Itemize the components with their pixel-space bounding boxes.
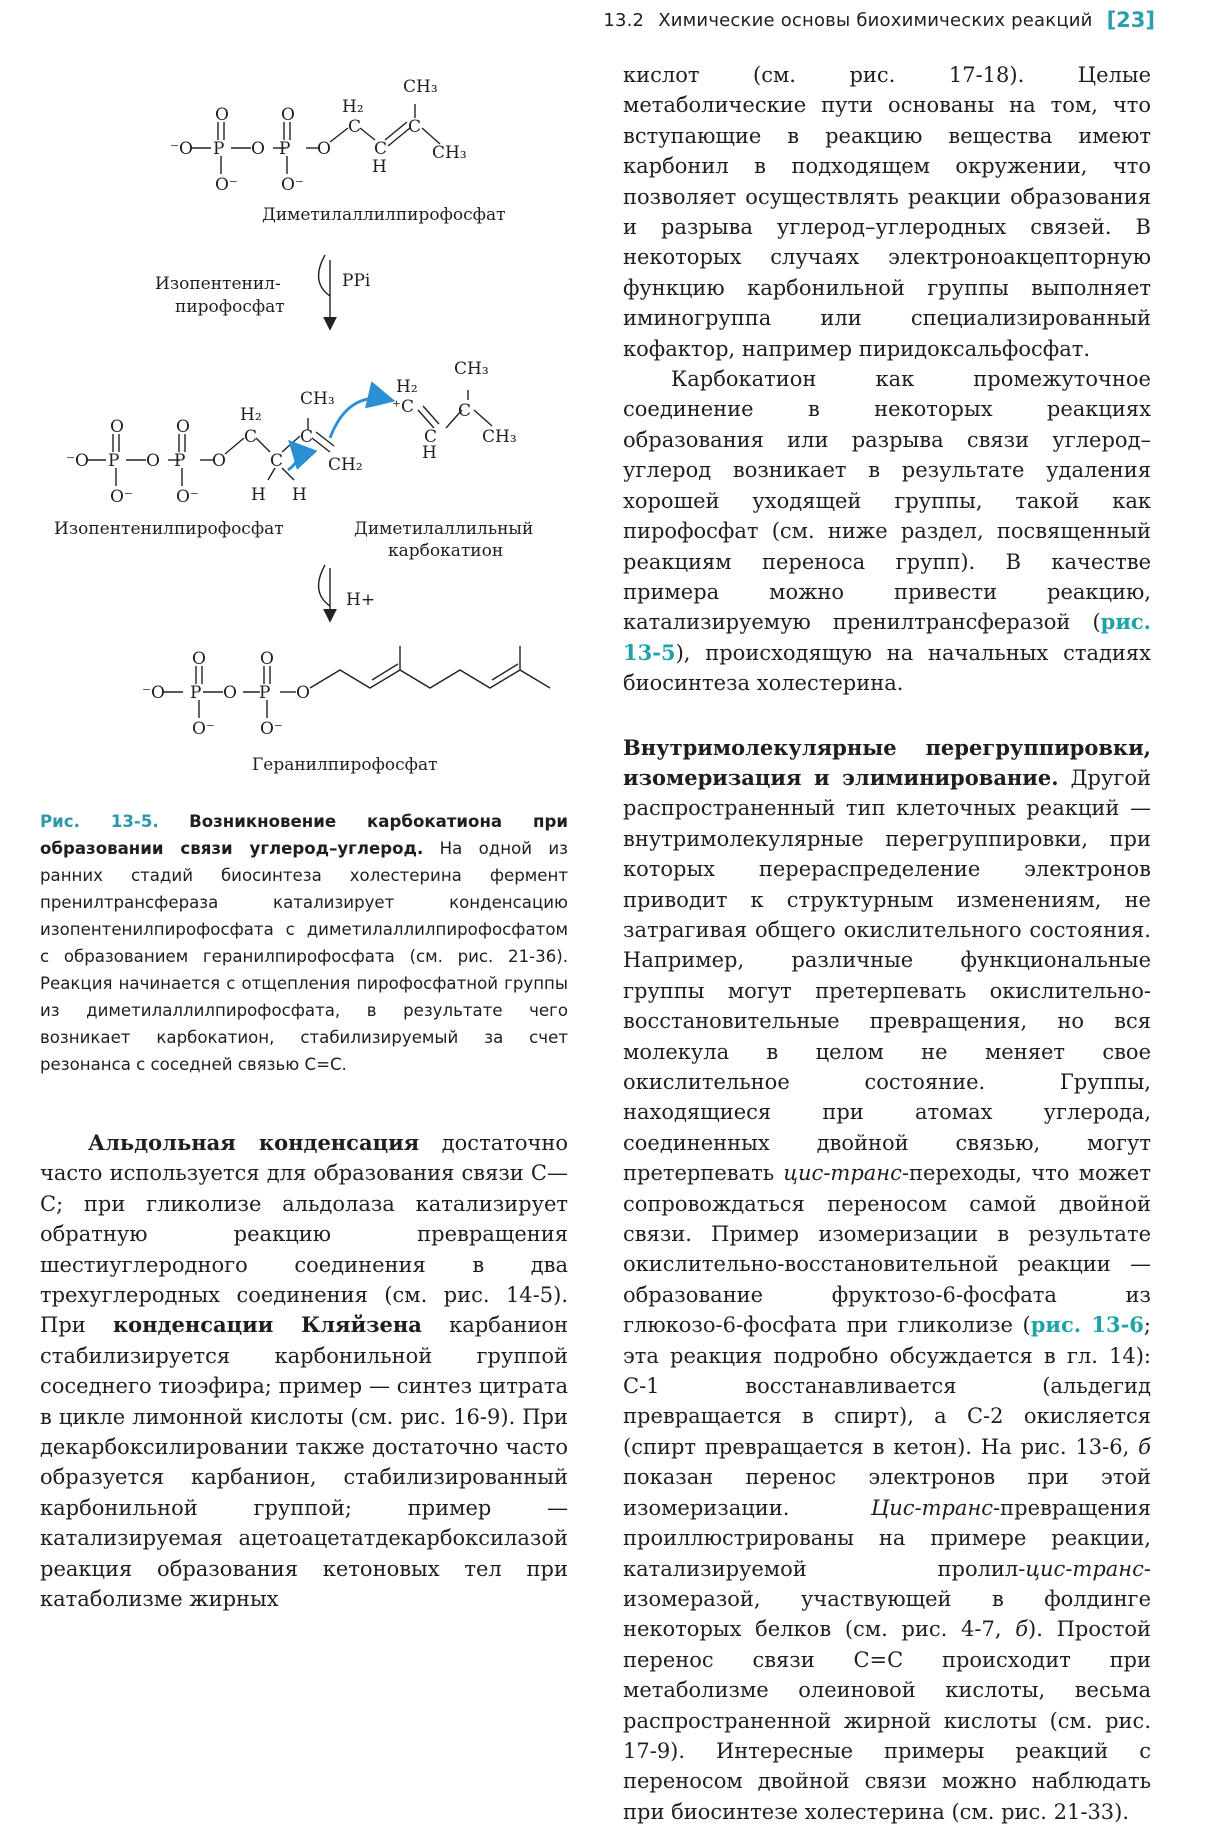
svg-text:O⁻: O⁻ <box>192 719 215 739</box>
text-span: -превращения проиллюстрированы на примере реакции, катализируемой пролил- <box>623 1495 1151 1581</box>
svg-text:P: P <box>279 139 291 159</box>
run-in-heading: Внутримолекулярные перегруппировки, изомеризация и элиминирование. <box>623 734 1151 790</box>
text-span: показан перенос электронов при этой изомеризации. <box>623 1465 1151 1520</box>
text-span: -переходы, что может сопровождаться переносом самой двойной связи. Пример изомеризации в результате окислительно-восстановительной реакции — образование фруктозо-6-фосфата из глюкозо-6-фосфата при гликолизе ( <box>623 1161 1151 1338</box>
svg-text:H₂: H₂ <box>396 377 418 397</box>
svg-text:CH₃: CH₃ <box>300 389 335 409</box>
svg-text:CH₃: CH₃ <box>403 77 438 97</box>
svg-text:C: C <box>348 117 362 137</box>
svg-text:O⁻: O⁻ <box>176 487 199 507</box>
svg-text:⁻O: ⁻O <box>142 683 165 703</box>
caption-label: Рис. 13-5. <box>40 812 159 831</box>
text-span: Другой распространенный тип клеточных реакций — внутримолекулярные перегруппировки, при которых перераспределение электронов приводит к структурным изменениям, не затрагивая общего окислительного состояния. Например, различные функциональные группы могут претерпевать окислительно-восстановительные превращения, но вся молекула в целом не меняет свое окислительное состояние. Группы, находящиеся при атомах углерода, соединенных двойной связью, могут претерпевать <box>623 765 1151 1186</box>
svg-text:O: O <box>281 105 295 125</box>
gpp-label: Геранилпирофосфат <box>252 755 438 775</box>
svg-text:C: C <box>244 427 258 447</box>
cation-label-1: Диметилаллильный <box>354 519 534 539</box>
italic-term: б <box>1138 1434 1151 1459</box>
svg-text:CH₃: CH₃ <box>432 143 467 163</box>
ppi-label: PPi <box>342 271 371 291</box>
svg-text:O⁻: O⁻ <box>215 175 238 195</box>
text-span: карбанион стабилизируется карбонильной группой соседнего тиоэфира; пример — синтез цитрата в цикле лимонной кислоты (см. рис. 16-9). При декарбоксилировании также достаточно часто образуется карбанион, стабилизированный карбонильной группой; пример — катализируемая ацетоацетатдекарбоксилазой реакция образования кетоновых тел при катаболизме жирных <box>40 1313 568 1612</box>
text-span: достаточно часто используется для образования связи C—C; при гликолизе альдолаза катализирует обратную реакцию превращения шестиуглеродного соединения в два трехуглеродных соединения (см. рис. 14-5). При <box>40 1131 568 1338</box>
svg-text:C: C <box>270 451 284 471</box>
svg-text:H: H <box>292 485 307 505</box>
svg-text:CH₃: CH₃ <box>482 427 517 447</box>
svg-text:O: O <box>215 105 229 125</box>
svg-text:P: P <box>259 683 271 703</box>
svg-text:P: P <box>190 683 202 703</box>
svg-text:O: O <box>296 683 310 703</box>
ipp-label: Изопентенилпирофосфат <box>54 519 284 539</box>
svg-text:O: O <box>251 139 265 159</box>
svg-text:C: C <box>458 401 472 421</box>
svg-text:C: C <box>374 139 388 159</box>
text-span: ), происходящую на начальных стадиях биосинтеза холестерина. <box>623 640 1151 696</box>
svg-text:CH₃: CH₃ <box>454 359 489 379</box>
svg-text:O: O <box>110 417 124 437</box>
svg-text:C: C <box>424 427 438 447</box>
svg-text:C: C <box>408 117 422 137</box>
hplus-label: H+ <box>346 590 376 610</box>
italic-term: б <box>1015 1617 1029 1642</box>
svg-text:P: P <box>213 139 225 159</box>
svg-text:O: O <box>146 451 160 471</box>
running-header <box>603 8 1155 32</box>
text-span: ). Простой перенос связи C=C происходит при метаболизме олеиновой кислоты, весьма распространенной жирной кислоты (см. рис. 17-9). Интересные примеры реакций с переносом двойной связи можно наблюдать при биосинтезе холестерина (см. рис. 21-33). <box>623 1617 1151 1824</box>
svg-text:P: P <box>108 451 120 471</box>
svg-text:H: H <box>372 157 387 177</box>
italic-term: Цис-транс <box>870 1495 994 1520</box>
figure-ref-link[interactable]: рис. 13-6 <box>1030 1312 1144 1338</box>
ipp-step-label-1: Изопентенил- <box>155 274 281 294</box>
text-span: Карбокатион как промежуточное соединение в некоторых реакциях образования или разрыва связи углерод–углерод возникает в результате удаления хорошей уходящей группы, такой как пирофосфат (см. ниже раздел, посвященный реакциям переноса групп). В качестве примера можно привести реакцию, катализируемую пренилтрансферазой ( <box>623 367 1151 635</box>
ipp-step-label-2: пирофосфат <box>175 297 285 317</box>
aldol-paragraph <box>40 1128 568 1615</box>
caption-title: Возникновение карбокатиона при образовании связи углерод–углерод. <box>40 812 568 858</box>
term-aldol: Альдольная конденсация <box>88 1130 420 1155</box>
cation-label-2: карбокатион <box>388 541 504 561</box>
svg-text:⁺C: ⁺C <box>392 397 414 417</box>
italic-term: цис-транс <box>783 1161 902 1186</box>
page-number: [23] <box>1106 8 1155 32</box>
paragraph-continued: кислот (см. рис. 17-18). Целые метаболические пути основаны на том, что вступающие в реакцию вещества имеют карбонил в подходящем окружении, что позволяет осуществлять реакции образования и разрыва углерод–углеродных связей. В некоторых случаях электроноакцепторную функцию карбонильной группы выполняет иминогруппа или специализированный кофактор, например пиридоксальфосфат. <box>623 63 1151 361</box>
caption-text: На одной из ранних стадий биосинтеза холестерина фермент пренилтрансфераза катализирует конденсацию изопентенилпирофосфата с диметилаллилпирофосфатом с образованием геранилпирофосфата (см. рис. 21-36). Реакция начинается с отщепления пирофосфатной группы из диметилаллилпирофосфата, в результате чего возникает карбокатион, стабилизируемый за счет резонанса с соседней связью C=C. <box>40 839 568 1074</box>
svg-text:H: H <box>422 443 437 463</box>
section-title: Химические основы биохимических реакций <box>658 9 1093 31</box>
svg-text:O⁻: O⁻ <box>260 719 283 739</box>
svg-text:O⁻: O⁻ <box>110 487 133 507</box>
reaction-figure <box>30 60 600 800</box>
svg-text:H₂: H₂ <box>342 97 364 117</box>
svg-text:O: O <box>317 139 331 159</box>
right-column <box>623 60 1151 1827</box>
svg-text:⁻O: ⁻O <box>66 451 89 471</box>
svg-text:O: O <box>212 451 226 471</box>
figure-caption <box>40 808 568 1078</box>
carbocation-paragraph <box>623 364 1151 698</box>
svg-text:C: C <box>300 427 314 447</box>
left-column <box>40 1128 568 1615</box>
text-span: -изомеразой, участвующей в фолдинге некоторых белков (см. рис. 4-7, <box>623 1556 1151 1642</box>
svg-text:O: O <box>223 683 237 703</box>
figure-ref-link[interactable]: рис. 13-5 <box>623 609 1151 665</box>
svg-text:O: O <box>192 649 206 669</box>
text-span: ; эта реакция подробно обсуждается в гл. 14): C-1 восстанавливается (альдегид превращается в спирт), а C-2 окисляется (спирт превращается в кетон). На рис. 13-6, <box>623 1313 1151 1459</box>
svg-text:O: O <box>260 649 274 669</box>
italic-term: цис-транс <box>1025 1556 1144 1581</box>
svg-text:P: P <box>174 451 186 471</box>
term-claisen: конденсации Кляйзена <box>112 1312 422 1338</box>
svg-text:O⁻: O⁻ <box>281 175 304 195</box>
svg-text:CH₂: CH₂ <box>328 455 363 475</box>
rearrangement-paragraph <box>623 733 1151 1827</box>
dmapp-label: Диметилаллилпирофосфат <box>262 205 506 225</box>
section-number: 13.2 <box>603 9 645 31</box>
svg-text:O: O <box>176 417 190 437</box>
svg-text:⁻O: ⁻O <box>170 139 193 159</box>
svg-text:H: H <box>251 485 266 505</box>
svg-text:H₂: H₂ <box>240 405 262 425</box>
